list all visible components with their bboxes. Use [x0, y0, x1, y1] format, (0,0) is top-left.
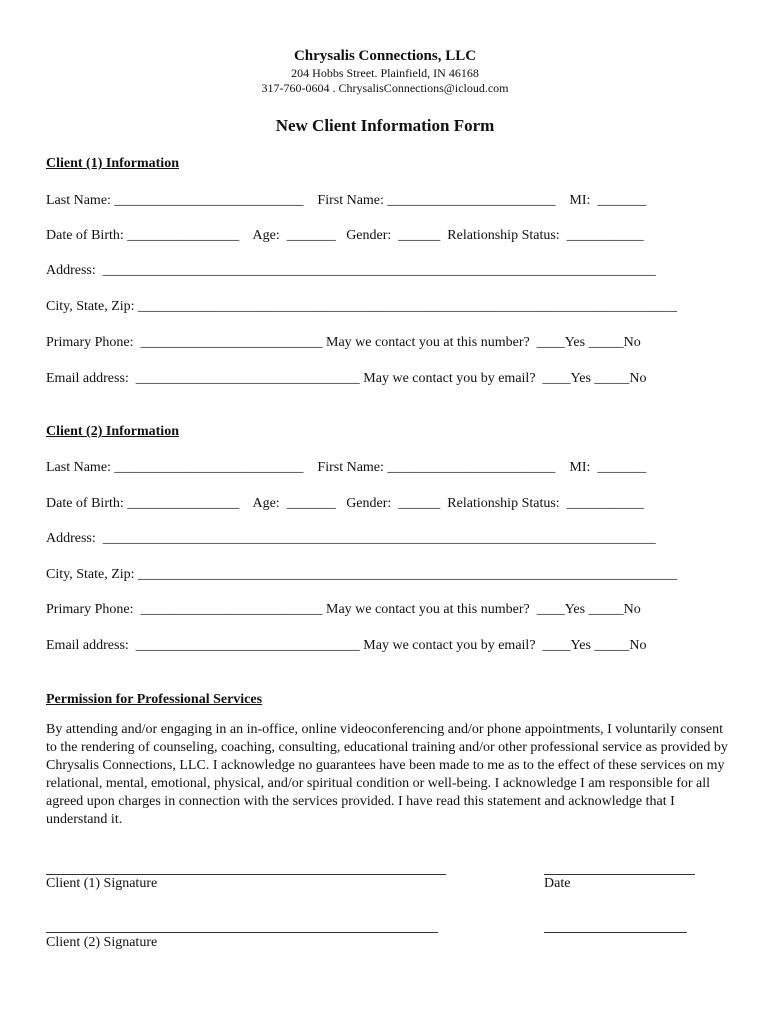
- permission-heading: Permission for Professional Services: [46, 692, 263, 707]
- permission-text: By attending and/or engaging in an in-office, online videoconferencing and/or phone appointments, I voluntarily consent to the rendering of counseling, coaching, consulting, educational training and/or other professional service as provided by Chrysalis Connections, LLC. I acknowledge no guarantees have been made to me as to the effect of these services on my relational, mental, emotional, physical, and/or spiritual condition or well-being. I acknowledge I am responsible for all agreed upon charges in connection with the services provided. I have read this statement and acknowledge that I understand it.: [46, 722, 728, 827]
- client1-signature-line[interactable]: [46, 874, 446, 875]
- client1-email-line[interactable]: Email address: ________________________________ May we contact you by email? ____Yes _____No: [46, 371, 647, 386]
- client1-phone-line[interactable]: Primary Phone: __________________________ May we contact you at this number? ____Yes _____No: [46, 335, 641, 350]
- client2-city-line[interactable]: City, State, Zip: _____________________________________________________________________________: [46, 567, 678, 582]
- client2-phone-line[interactable]: Primary Phone: __________________________ May we contact you at this number? ____Yes _____No: [46, 602, 641, 617]
- client1-heading: Client (1) Information: [46, 156, 179, 171]
- client2-name-line[interactable]: Last Name: ___________________________ First Name: ________________________ MI: _______: [46, 460, 647, 475]
- client2-signature-line[interactable]: [46, 932, 438, 933]
- form-title: New Client Information Form: [275, 116, 495, 135]
- date2-line[interactable]: [544, 932, 687, 933]
- company-contact: 317-760-0604 . ChrysalisConnections@icloud.com: [261, 81, 509, 95]
- company-address: 204 Hobbs Street. Plainfield, IN 46168: [291, 66, 479, 80]
- client2-email-line[interactable]: Email address: ________________________________ May we contact you by email? ____Yes _____No: [46, 638, 647, 653]
- company-name: Chrysalis Connections, LLC: [293, 48, 477, 64]
- client1-dob-line[interactable]: Date of Birth: ________________ Age: _______ Gender: ______ Relationship Status: ___________: [46, 228, 644, 243]
- date-line[interactable]: [544, 874, 695, 875]
- client2-dob-line[interactable]: Date of Birth: ________________ Age: _______ Gender: ______ Relationship Status: ___________: [46, 496, 644, 511]
- client2-heading: Client (2) Information: [46, 424, 179, 439]
- date-label: Date: [544, 876, 571, 891]
- client2-signature-label: Client (2) Signature: [46, 935, 158, 950]
- client1-address-line[interactable]: Address: _______________________________________________________________________________: [46, 263, 656, 278]
- client1-name-line[interactable]: Last Name: ___________________________ First Name: ________________________ MI: _______: [46, 193, 647, 208]
- client1-signature-label: Client (1) Signature: [46, 876, 158, 891]
- client2-address-line[interactable]: Address: _______________________________________________________________________________: [46, 531, 656, 546]
- client1-city-line[interactable]: City, State, Zip: _____________________________________________________________________________: [46, 299, 678, 314]
